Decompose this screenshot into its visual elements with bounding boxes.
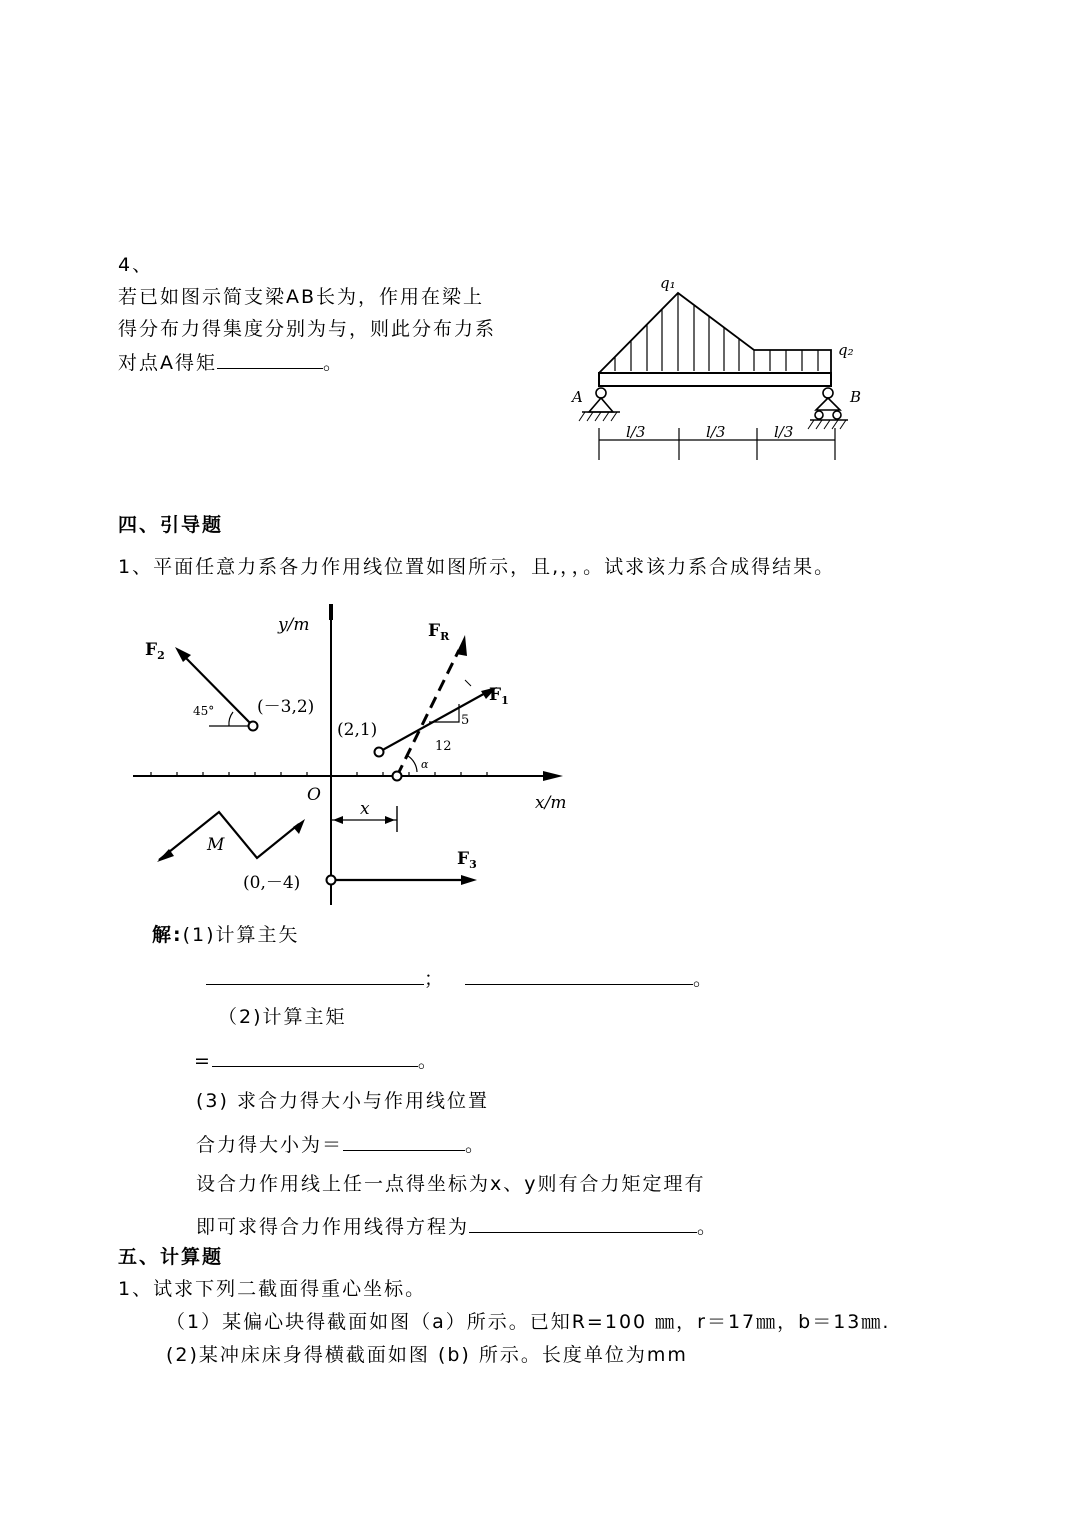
point-minus3-2-label: (－3,2) [257,697,315,717]
solution-step-3: (3) 求合力得大小与作用线位置 [196,1090,489,1112]
question-4-line-3 [118,352,344,373]
fr-label: $F_R$ [428,621,450,643]
f3-label: $F_3$ [457,849,477,871]
slope-5-label: 5 [461,713,470,728]
point-a-label: A [572,388,583,406]
period: 。 [323,352,345,374]
section-5-part-2: (2)某冲床床身得横截面如图 (b) 所示。长度单位为mm [166,1344,688,1366]
solution-label: 解: [152,924,183,946]
equation-text: 即可求得合力作用线得方程为 [196,1216,470,1238]
line-equation [196,1216,718,1237]
point-0-minus4-label: (0,－4) [243,873,301,893]
slope-12-label: 12 [435,739,452,754]
f1-label: $F_1$ [489,685,509,707]
moment-m-label: M [207,835,225,855]
moment-theorem-line: 设合力作用线上任一点得坐标为x、y则有合力矩定理有 [196,1173,706,1195]
question-4-line-3-text: 对点A得矩 [118,352,217,374]
step-1-answers [206,968,714,989]
alpha-label: α [421,758,429,771]
question-4-number: 4、 [118,254,154,276]
answer-blank [217,352,323,369]
period: 。 [693,968,715,990]
f2-label: $F_2$ [145,640,165,662]
section-5-part-1: （1）某偏心块得截面如图（a）所示。已知R=100 ㎜，r＝17㎜，b＝13㎜. [166,1311,891,1333]
origin-label: O [307,785,321,805]
step-1-text: (1)计算主矢 [182,924,300,946]
segment-3-label: l/3 [774,423,794,441]
answer-blank [212,1050,418,1067]
resultant-magnitude [196,1134,486,1155]
q2-label: q₂ [838,341,854,359]
segment-1-label: l/3 [626,423,646,441]
answer-blank [206,968,424,985]
x-distance-label: x [360,799,370,819]
point-2-1-label: (2,1) [337,720,378,740]
question-4-line-1: 若已如图示简支梁AB长为，作用在梁上 [118,286,485,308]
equals: = [194,1050,212,1072]
angle-45-label: 45° [193,704,215,718]
force-system-figure [125,600,585,910]
period: 。 [465,1134,487,1156]
section-5-question-1: 1、试求下列二截面得重心坐标。 [118,1278,427,1300]
solution-step-1 [152,926,300,945]
magnitude-text: 合力得大小为＝ [196,1134,344,1156]
section-5-heading: 五、计算题 [118,1246,224,1268]
answer-blank [469,1216,697,1233]
section-4-heading: 四、引导题 [118,514,224,536]
point-b-label: B [850,388,862,406]
y-axis-label: y/m [278,615,310,635]
question-4-line-2: 得分布力得集度分别为与，则此分布力系 [118,318,497,340]
x-axis-label: x/m [535,793,567,813]
beam-figure [560,270,860,470]
semicolon: ； [424,968,446,990]
q1-label: q₁ [660,274,676,292]
solution-step-2: （2)计算主矩 [218,1006,347,1028]
period: 。 [417,1050,439,1072]
segment-2-label: l/3 [706,423,726,441]
answer-blank [465,968,693,985]
section-4-question-1: 1、平面任意力系各力作用线位置如图所示，且,，，。试求该力系合成得结果。 [118,556,836,578]
answer-blank [343,1134,465,1151]
step-2-answer [194,1050,439,1071]
period: 。 [697,1216,719,1238]
